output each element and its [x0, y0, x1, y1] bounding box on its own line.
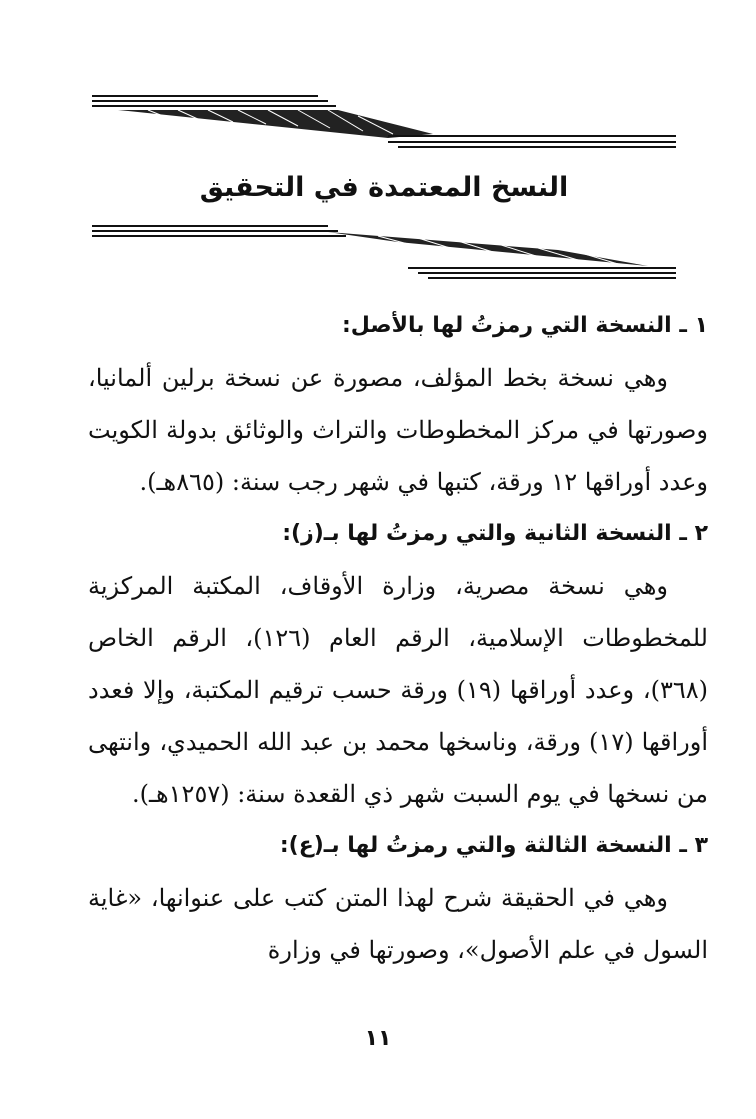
chapter-title: النسخ المعتمدة في التحقيق: [199, 172, 569, 203]
page-body: [88, 300, 708, 976]
section-paragraph: وهي نسخة بخط المؤلف، مصورة عن نسخة برلين ألمانيا، وصورتها في مركز المخطوطات والتراث والوثائق بدولة الكويت وعدد أوراقها ١٢ ورقة، كتبها في شهر رجب سنة: (٨٦٥هـ).: [88, 364, 708, 496]
section-1: [88, 300, 708, 508]
section-heading: ٢ ـ النسخة الثانية والتي رمزتُ لها بـ(ز):: [282, 521, 708, 546]
bottom-ornament-rule: [88, 222, 680, 282]
section-2: [88, 508, 708, 820]
page-number: ١١: [364, 1026, 392, 1051]
top-ornament-rule: [88, 92, 680, 152]
section-paragraph: وهي في الحقيقة شرح لهذا المتن كتب على عنوانها، «غاية السول في علم الأصول»، وصورتها في وزارة: [88, 884, 708, 964]
section-heading: ١ ـ النسخة التي رمزتُ لها بالأصل:: [341, 313, 708, 338]
section-paragraph: وهي نسخة مصرية، وزارة الأوقاف، المكتبة المركزية للمخطوطات الإسلامية، الرقم العام (١٢٦)، الرقم الخاص (٣٦٨)، وعدد أوراقها (١٩) ورقة حسب ترقيم المكتبة، وإلا فعدد أوراقها (١٧) ورقة، وناسخها محمد بن عبد الله الحميدي، وانتهى من نسخها في يوم السبت شهر ذي القعدة سنة: (١٢٥٧هـ).: [88, 572, 708, 808]
section-3: [88, 820, 708, 976]
section-heading: ٣ ـ النسخة الثالثة والتي رمزتُ لها بـ(ع):: [279, 833, 708, 858]
